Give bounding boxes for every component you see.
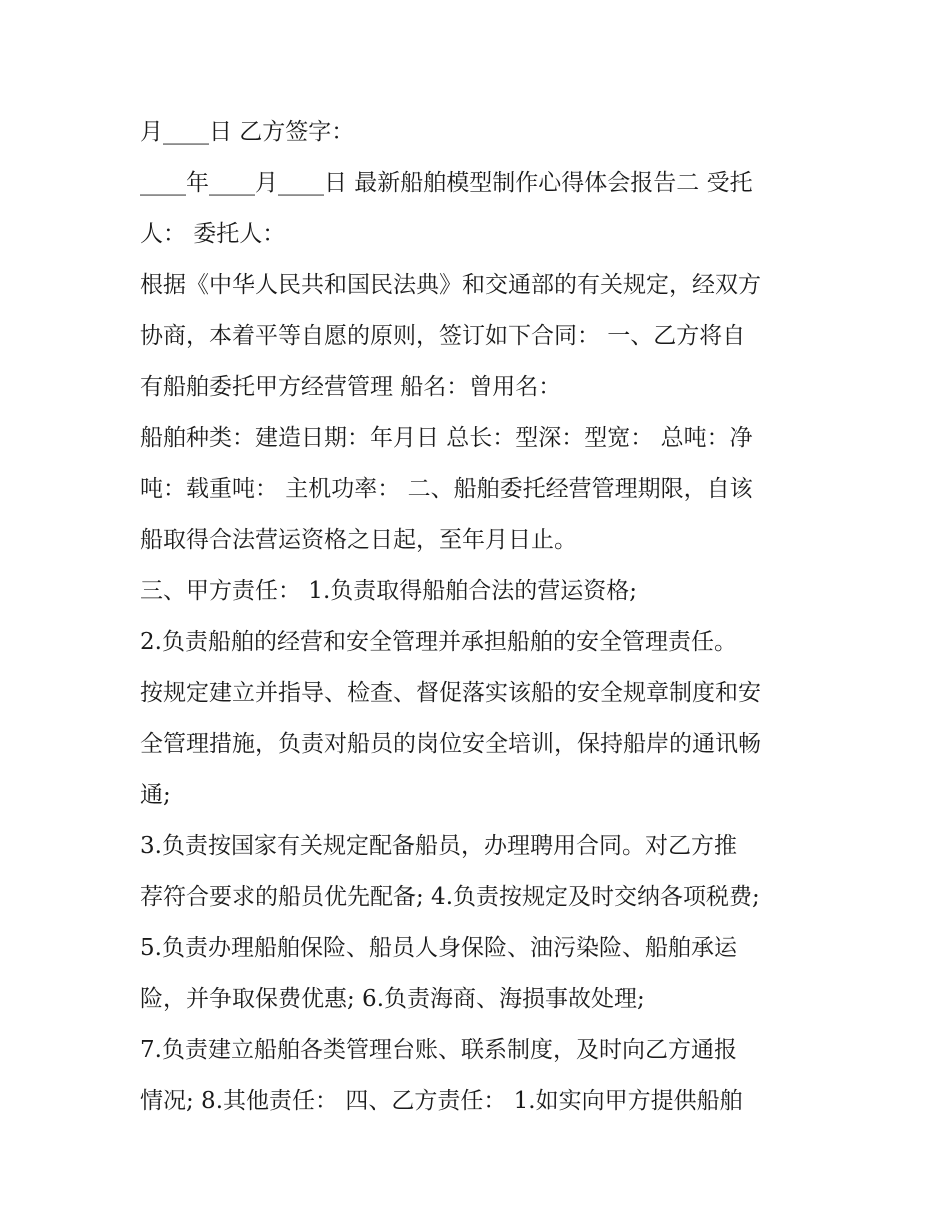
text-line: 情况; 8.其他责任： 四、乙方责任： 1.如实向甲方提供船舶 <box>140 1088 743 1114</box>
text-line: 5.负责办理船舶保险、船员人身保险、油污染险、船舶承运 <box>140 935 737 961</box>
text-line: 船取得合法营运资格之日起，至年月日止。 <box>140 527 577 553</box>
text-line: 吨：载重吨： 主机功率： 二、船舶委托经营管理期限，自该 <box>140 476 753 502</box>
text-line: 月____日 乙方签字： <box>140 119 355 145</box>
text-line: 7.负责建立船舶各类管理台账、联系制度，及时向乙方通报 <box>140 1037 737 1063</box>
text-line: 人： 委托人： <box>140 221 286 247</box>
text-line: 通; <box>140 782 171 808</box>
text-line: 船舶种类：建造日期：年月日 总长：型深：型宽： 总吨：净 <box>140 425 753 451</box>
text-line: 按规定建立并指导、检查、督促落实该船的安全规章制度和安 <box>140 680 761 706</box>
text-line: ____年____月____日 最新船舶模型制作心得体会报告二 受托 <box>140 170 753 196</box>
document-body <box>140 107 820 1127</box>
text-line: 3.负责按国家有关规定配备船员，办理聘用合同。对乙方推 <box>140 833 737 859</box>
text-line: 险，并争取保费优惠; 6.负责海商、海损事故处理; <box>140 986 645 1012</box>
text-line: 三、甲方责任： 1.负责取得船舶合法的营运资格; <box>140 578 638 604</box>
text-line: 荐符合要求的船员优先配备; 4.负责按规定及时交纳各项税费; <box>140 884 760 910</box>
text-line: 协商，本着平等自愿的原则，签订如下合同： 一、乙方将自 <box>140 323 746 349</box>
text-line: 有船舶委托甲方经营管理 船名：曾用名： <box>140 374 562 400</box>
text-line: 2.负责船舶的经营和安全管理并承担船舶的安全管理责任。 <box>140 629 737 655</box>
text-line: 全管理措施，负责对船员的岗位安全培训，保持船岸的通讯畅 <box>140 731 761 757</box>
text-line: 根据《中华人民共和国民法典》和交通部的有关规定，经双方 <box>140 272 761 298</box>
